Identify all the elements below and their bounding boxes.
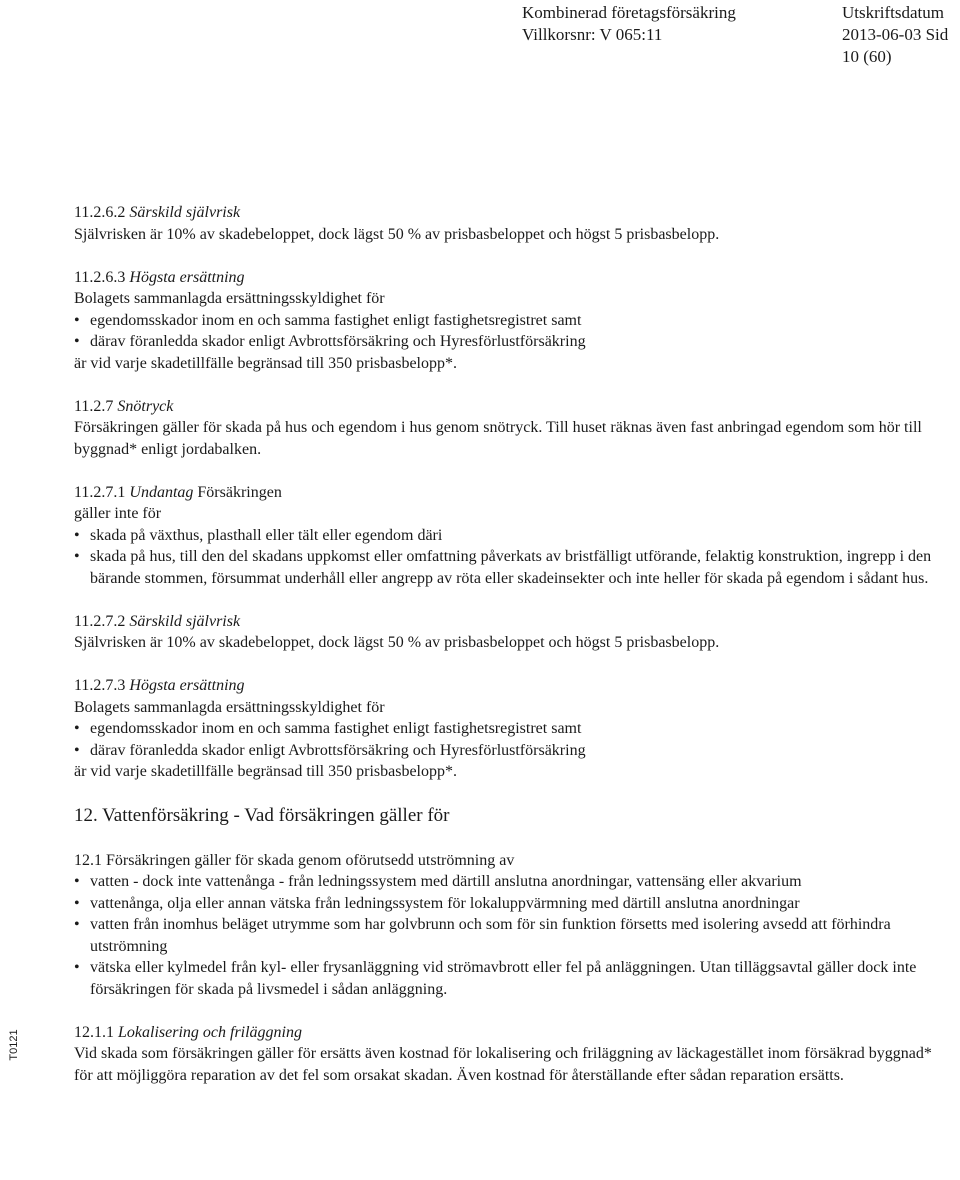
section-number: 11.2.7 bbox=[74, 397, 114, 415]
section-title: Högsta ersättning bbox=[129, 268, 245, 286]
section-heading bbox=[74, 396, 934, 418]
section-text: Vid skada som försäkringen gäller för ersätts även kostnad för lokalisering och friläggning av läckagestället inom försäkrad byggnad* för att möjliggöra reparation av det fel som orsakat skadan. Även kostnad för återställande efter sådan reparation ersätts. bbox=[74, 1045, 932, 1084]
bullet-list bbox=[74, 871, 934, 1000]
section-11-2-7-2 bbox=[74, 611, 934, 654]
terms-number: Villkorsnr: V 065:11 bbox=[522, 25, 663, 44]
section-11-2-7-3 bbox=[74, 675, 934, 783]
section-intro: 12.1 Försäkringen gäller för skada genom oförutsedd utströmning av bbox=[74, 851, 515, 869]
section-number: 11.2.6.3 bbox=[74, 268, 126, 286]
bullet-list bbox=[74, 525, 934, 590]
section-intro: Försäkringen gäller inte för bbox=[74, 483, 282, 522]
print-date-label: Utskriftsdatum bbox=[842, 3, 944, 22]
section-intro: Bolagets sammanlagda ersättningsskyldighet för bbox=[74, 698, 385, 716]
section-11-2-7 bbox=[74, 396, 934, 461]
section-11-2-7-1 bbox=[74, 482, 934, 590]
print-date: 2013-06-03 Sid bbox=[842, 25, 949, 44]
section-heading bbox=[74, 482, 309, 525]
list-item: • därav föranledda skador enligt Avbrottsförsäkring och Hyresförlustförsäkring bbox=[74, 331, 934, 353]
section-heading bbox=[74, 1022, 934, 1044]
document-code: T0121 bbox=[8, 1029, 20, 1061]
section-number: 11.2.7.2 bbox=[74, 612, 126, 630]
list-item: • egendomsskador inom en och samma fastighet enligt fastighetsregistret samt bbox=[74, 718, 934, 740]
page-header bbox=[0, 0, 960, 70]
list-item: • därav föranledda skador enligt Avbrottsförsäkring och Hyresförlustförsäkring bbox=[74, 740, 934, 762]
bullet-list bbox=[74, 310, 934, 353]
section-title: Snötryck bbox=[117, 397, 174, 415]
section-outro: är vid varje skadetillfälle begränsad till 350 prisbasbelopp*. bbox=[74, 354, 457, 372]
section-text: Försäkringen gäller för skada på hus och egendom i hus genom snötryck. Till huset räknas även fast anbringad egendom som hör till byggnad* enligt jordabalken. bbox=[74, 419, 922, 458]
section-12-1-1 bbox=[74, 1022, 934, 1087]
section-number: 11.2.7.1 bbox=[74, 483, 126, 501]
section-12-1 bbox=[74, 850, 934, 1001]
section-title: Undantag bbox=[129, 483, 194, 501]
section-number: 11.2.6.2 bbox=[74, 204, 126, 221]
section-title: Högsta ersättning bbox=[129, 677, 245, 694]
section-number: 12.1.1 bbox=[74, 1023, 114, 1041]
section-11-2-6-2 bbox=[74, 202, 934, 245]
bullet-list bbox=[74, 718, 934, 761]
list-item: • skada på växthus, plasthall eller tält eller egendom däri bbox=[74, 525, 934, 547]
section-11-2-6-3 bbox=[74, 267, 934, 375]
section-title: Särskild självrisk bbox=[129, 204, 241, 221]
section-outro: är vid varje skadetillfälle begränsad till 350 prisbasbelopp*. bbox=[74, 763, 457, 780]
list-item: • egendomsskador inom en och samma fastighet enligt fastighetsregistret samt bbox=[74, 310, 934, 332]
section-heading bbox=[74, 611, 934, 633]
page-number: 10 (60) bbox=[842, 47, 892, 66]
section-heading bbox=[74, 267, 934, 289]
list-item: • vatten från inomhus beläget utrymme som har golvbrunn och som för sin funktion försetts med isolering avsedd att förhindra utströmning bbox=[74, 914, 934, 957]
list-item: • vatten - dock inte vattenånga - från ledningssystem med därtill anslutna anordningar, vattensäng eller akvarium bbox=[74, 871, 934, 893]
section-intro: Bolagets sammanlagda ersättningsskyldighet för bbox=[74, 290, 385, 307]
section-heading bbox=[74, 202, 934, 224]
section-title: Särskild självrisk bbox=[129, 612, 241, 630]
section-text: Självrisken är 10% av skadebeloppet, dock lägst 50 % av prisbasbeloppet och högst 5 prisbasbelopp. bbox=[74, 634, 720, 651]
document-body bbox=[74, 202, 934, 1086]
section-text: Självrisken är 10% av skadebeloppet, dock lägst 50 % av prisbasbeloppet och högst 5 prisbasbelopp. bbox=[74, 225, 720, 243]
section-title: Lokalisering och friläggning bbox=[118, 1023, 302, 1041]
section-number: 11.2.7.3 bbox=[74, 677, 126, 694]
chapter-heading: 12. Vattenförsäkring - Vad försäkringen gäller för bbox=[74, 805, 450, 826]
section-heading bbox=[74, 675, 934, 697]
list-item: • vattenånga, olja eller annan vätska från ledningssystem för lokaluppvärmning med därtill anslutna anordningar bbox=[74, 893, 934, 915]
list-item: • skada på hus, till den del skadans uppkomst eller omfattning påverkats av bristfälligt utförande, felaktig konstruktion, ingrepp i den bärande stommen, försummat underhåll eller angrepp av röta eller skadeinsekter och inte heller för skada på egendom i sådant hus. bbox=[74, 546, 934, 589]
list-item: • vätska eller kylmedel från kyl- eller frysanläggning vid strömavbrott eller fel på anläggningen. Utan tilläggsavtal gäller dock inte försäkringen för skada på livsmedel i sådan anläggning. bbox=[74, 957, 934, 1000]
product-name: Kombinerad företagsförsäkring bbox=[522, 3, 736, 22]
